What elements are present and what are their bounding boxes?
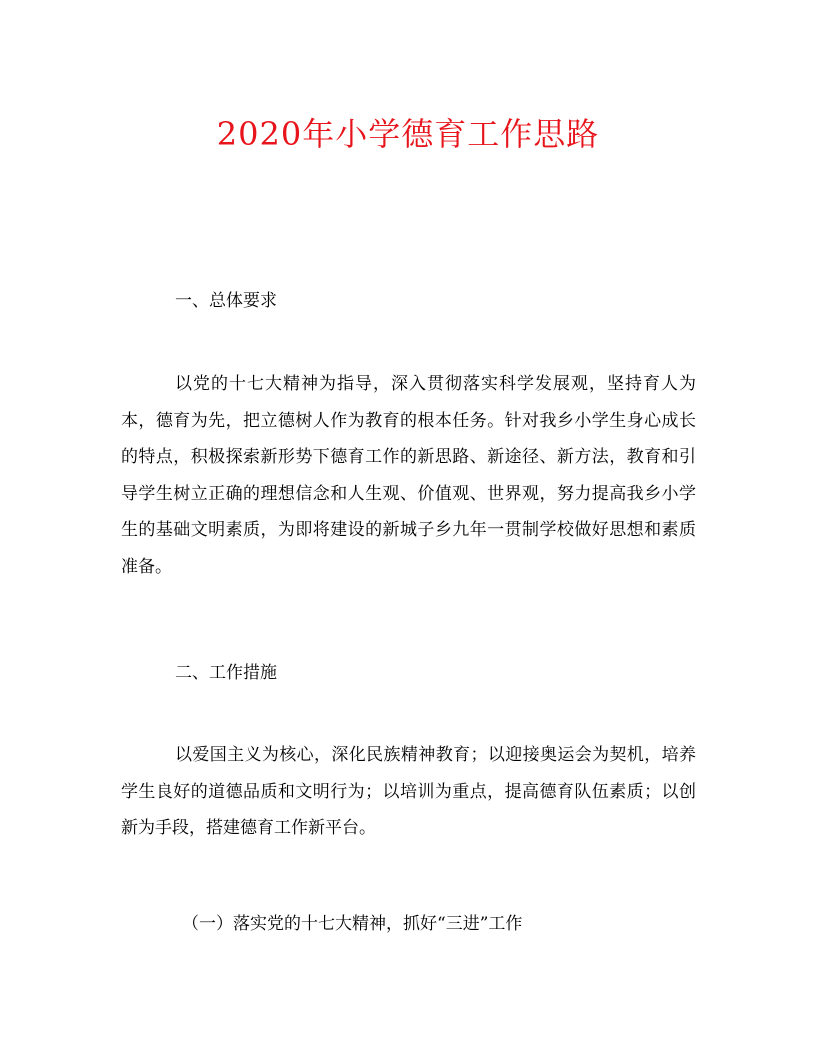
paragraph-work-measures: 以爱国主义为核心，深化民族精神教育；以迎接奥运会为契机，培养学生良好的道德品质和文明行为；以培训为重点，提高德育队伍素质；以创新为手段，搭建德育工作新平台。 (121, 745, 696, 838)
section-heading-overall-requirements: 一、总体要求 (175, 291, 277, 311)
page-title: 2020年小学德育工作思路 (216, 115, 600, 153)
section-heading-work-measures: 二、工作措施 (175, 663, 277, 683)
subsection-heading-three-entries: （一）落实党的十七大精神，抓好“三进”工作 (182, 914, 523, 934)
paragraph-overall-requirements: 以党的十七大精神为指导，深入贯彻落实科学发展观，坚持育人为本，德育为先，把立德树人作为教育的根本任务。针对我乡小学生身心成长的特点，积极探索新形势下德育工作的新思路、新途径、新方法，教育和引导学生树立正确的理想信念和人生观、价值观、世界观，努力提高我乡小学生的基础文明素质，为即将建设的新城子乡九年一贯制学校做好思想和素质准备。 (121, 374, 696, 577)
